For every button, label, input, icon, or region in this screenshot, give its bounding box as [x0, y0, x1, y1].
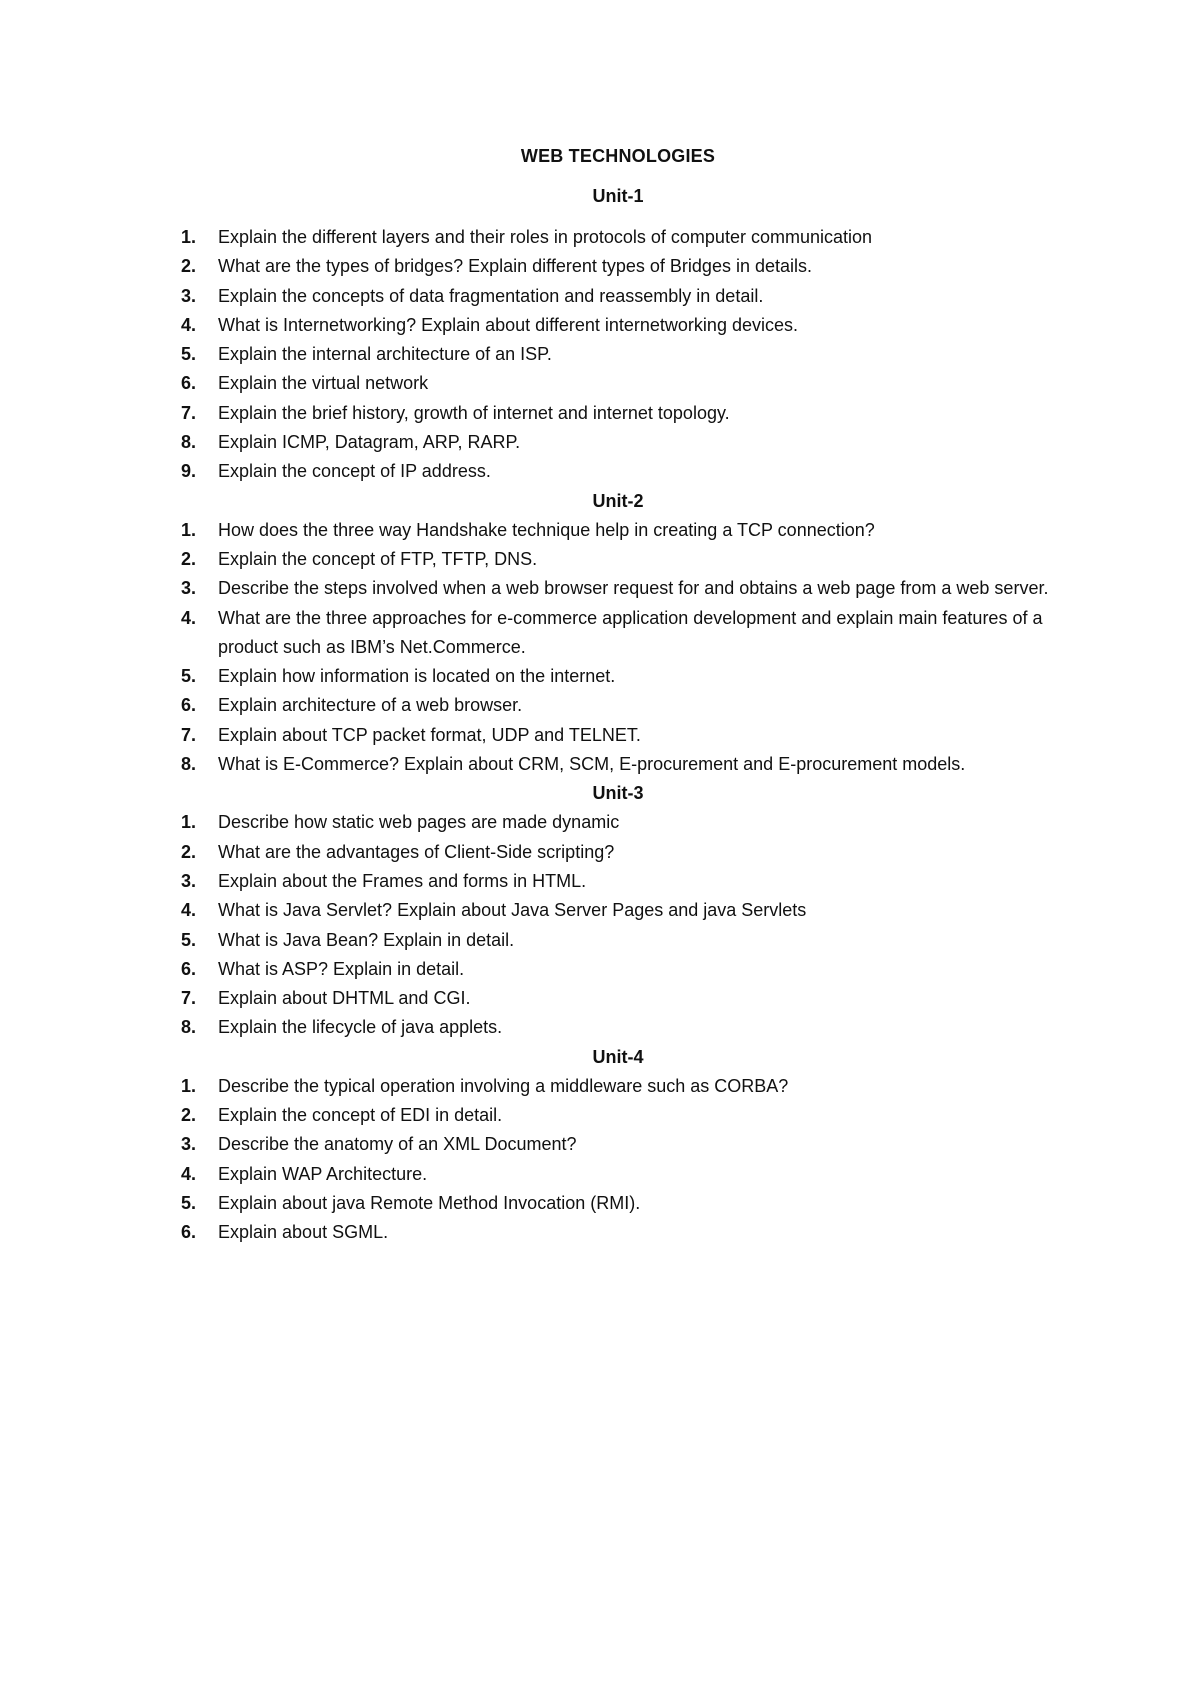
question-text: Explain the brief history, growth of internet and internet topology.	[218, 402, 730, 423]
question-number: 2.	[181, 548, 197, 569]
question-item	[168, 1130, 1068, 1159]
question-number: 5.	[181, 666, 197, 687]
question-item	[168, 808, 1068, 837]
question-item	[168, 691, 1068, 720]
question-text: Explain about java Remote Method Invocation (RMI).	[218, 1192, 641, 1213]
question-text: What are the advantages of Client-Side scripting?	[218, 841, 615, 862]
question-number: 8.	[181, 432, 197, 453]
question-text: Describe how static web pages are made dynamic	[218, 812, 620, 833]
question-item	[168, 574, 1068, 603]
question-text: Explain ICMP, Datagram, ARP, RARP.	[218, 432, 521, 453]
question-text: Explain WAP Architecture.	[218, 1163, 428, 1184]
question-number: 4.	[181, 900, 197, 921]
question-text: What is ASP? Explain in detail.	[218, 958, 465, 979]
unit-heading: Unit-1	[592, 186, 644, 206]
question-number: 6.	[181, 373, 197, 394]
question-item	[168, 369, 1068, 398]
question-text: Explain the different layers and their roles in protocols of computer communication	[218, 227, 873, 247]
unit-heading: Unit-2	[592, 490, 644, 511]
question-text: What are the three approaches for e-commerce application development and explain main features of a product such as IBM’s Net.Commerce.	[218, 607, 1043, 657]
question-number: 3.	[181, 285, 197, 306]
question-number: 1.	[181, 519, 197, 540]
question-item	[168, 867, 1068, 896]
question-item	[168, 750, 1068, 779]
question-number: 5.	[181, 929, 197, 950]
question-item	[168, 662, 1068, 691]
question-text: Explain about SGML.	[218, 1222, 389, 1243]
question-item	[168, 311, 1068, 340]
question-list	[168, 808, 1068, 1042]
question-text: Explain the concept of IP address.	[218, 461, 491, 482]
units-container	[168, 182, 1068, 1248]
question-text: How does the three way Handshake technique help in creating a TCP connection?	[218, 519, 875, 540]
unit-heading: Unit-3	[592, 783, 644, 804]
unit-section-2	[168, 487, 1068, 780]
question-number: 9.	[181, 461, 197, 482]
question-item	[168, 1160, 1068, 1189]
question-item	[168, 516, 1068, 545]
question-number: 5.	[181, 344, 197, 365]
question-item	[168, 955, 1068, 984]
question-item	[168, 457, 1068, 486]
unit-section-1	[168, 182, 1068, 487]
question-item	[168, 1101, 1068, 1130]
question-text: Explain about the Frames and forms in HTML.	[218, 870, 587, 891]
question-item	[168, 926, 1068, 955]
question-list	[168, 1072, 1068, 1248]
unit-section-3	[168, 779, 1068, 1042]
document-content	[168, 144, 1068, 1248]
question-number: 6.	[181, 958, 197, 979]
question-number: 6.	[181, 1222, 197, 1243]
question-item	[168, 340, 1068, 369]
question-text: Explain the concepts of data fragmentation and reassembly in detail.	[218, 285, 764, 306]
question-item	[168, 721, 1068, 750]
question-number: 2.	[181, 256, 197, 277]
question-number: 1.	[181, 227, 197, 247]
question-item	[168, 223, 1068, 252]
question-list	[168, 516, 1068, 780]
question-text: Explain the concept of EDI in detail.	[218, 1105, 503, 1126]
question-number: 8.	[181, 754, 197, 775]
question-text: Explain the virtual network	[218, 373, 429, 394]
question-number: 7.	[181, 402, 197, 423]
question-text: Explain how information is located on the internet.	[218, 666, 616, 687]
question-text: Explain architecture of a web browser.	[218, 695, 523, 716]
question-number: 2.	[181, 841, 197, 862]
question-text: What are the types of bridges? Explain different types of Bridges in details.	[218, 256, 812, 277]
question-text: What is Internetworking? Explain about different internetworking devices.	[218, 314, 798, 335]
question-number: 5.	[181, 1192, 197, 1213]
question-item	[168, 282, 1068, 311]
question-item	[168, 838, 1068, 867]
question-item	[168, 1072, 1068, 1101]
question-text: Explain the internal architecture of an ISP.	[218, 344, 552, 365]
question-number: 4.	[181, 1163, 197, 1184]
question-text: What is Java Bean? Explain in detail.	[218, 929, 515, 950]
question-text: What is Java Servlet? Explain about Java Server Pages and java Servlets	[218, 900, 807, 921]
question-text: Describe the anatomy of an XML Document?	[218, 1134, 577, 1155]
question-number: 4.	[181, 607, 197, 628]
document-title: WEB TECHNOLOGIES	[520, 146, 716, 166]
question-item	[168, 545, 1068, 574]
question-list	[168, 223, 1068, 487]
question-number: 7.	[181, 988, 197, 1009]
question-number: 3.	[181, 1134, 197, 1155]
question-item	[168, 896, 1068, 925]
question-text: Explain about DHTML and CGI.	[218, 988, 471, 1009]
question-text: What is E-Commerce? Explain about CRM, SCM, E-procurement and E-procurement models.	[218, 754, 966, 775]
question-number: 7.	[181, 724, 197, 745]
question-text: Explain the lifecycle of java applets.	[218, 1017, 503, 1038]
question-number: 1.	[181, 812, 197, 833]
question-number: 1.	[181, 1075, 197, 1096]
question-item	[168, 984, 1068, 1013]
unit-heading: Unit-4	[592, 1046, 644, 1067]
question-number: 4.	[181, 314, 197, 335]
question-number: 2.	[181, 1105, 197, 1126]
question-item	[168, 399, 1068, 428]
question-item	[168, 1218, 1068, 1247]
question-text: Describe the typical operation involving a middleware such as CORBA?	[218, 1075, 789, 1096]
question-item	[168, 252, 1068, 281]
question-number: 6.	[181, 695, 197, 716]
question-item	[168, 1189, 1068, 1218]
question-number: 3.	[181, 578, 197, 599]
question-item	[168, 428, 1068, 457]
question-text: Describe the steps involved when a web browser request for and obtains a web page from a web server.	[218, 578, 1049, 599]
question-item	[168, 1013, 1068, 1042]
unit-section-4	[168, 1043, 1068, 1248]
question-number: 3.	[181, 870, 197, 891]
question-item	[168, 604, 1068, 663]
question-text: Explain the concept of FTP, TFTP, DNS.	[218, 548, 538, 569]
question-text: Explain about TCP packet format, UDP and TELNET.	[218, 724, 641, 745]
question-number: 8.	[181, 1017, 197, 1038]
